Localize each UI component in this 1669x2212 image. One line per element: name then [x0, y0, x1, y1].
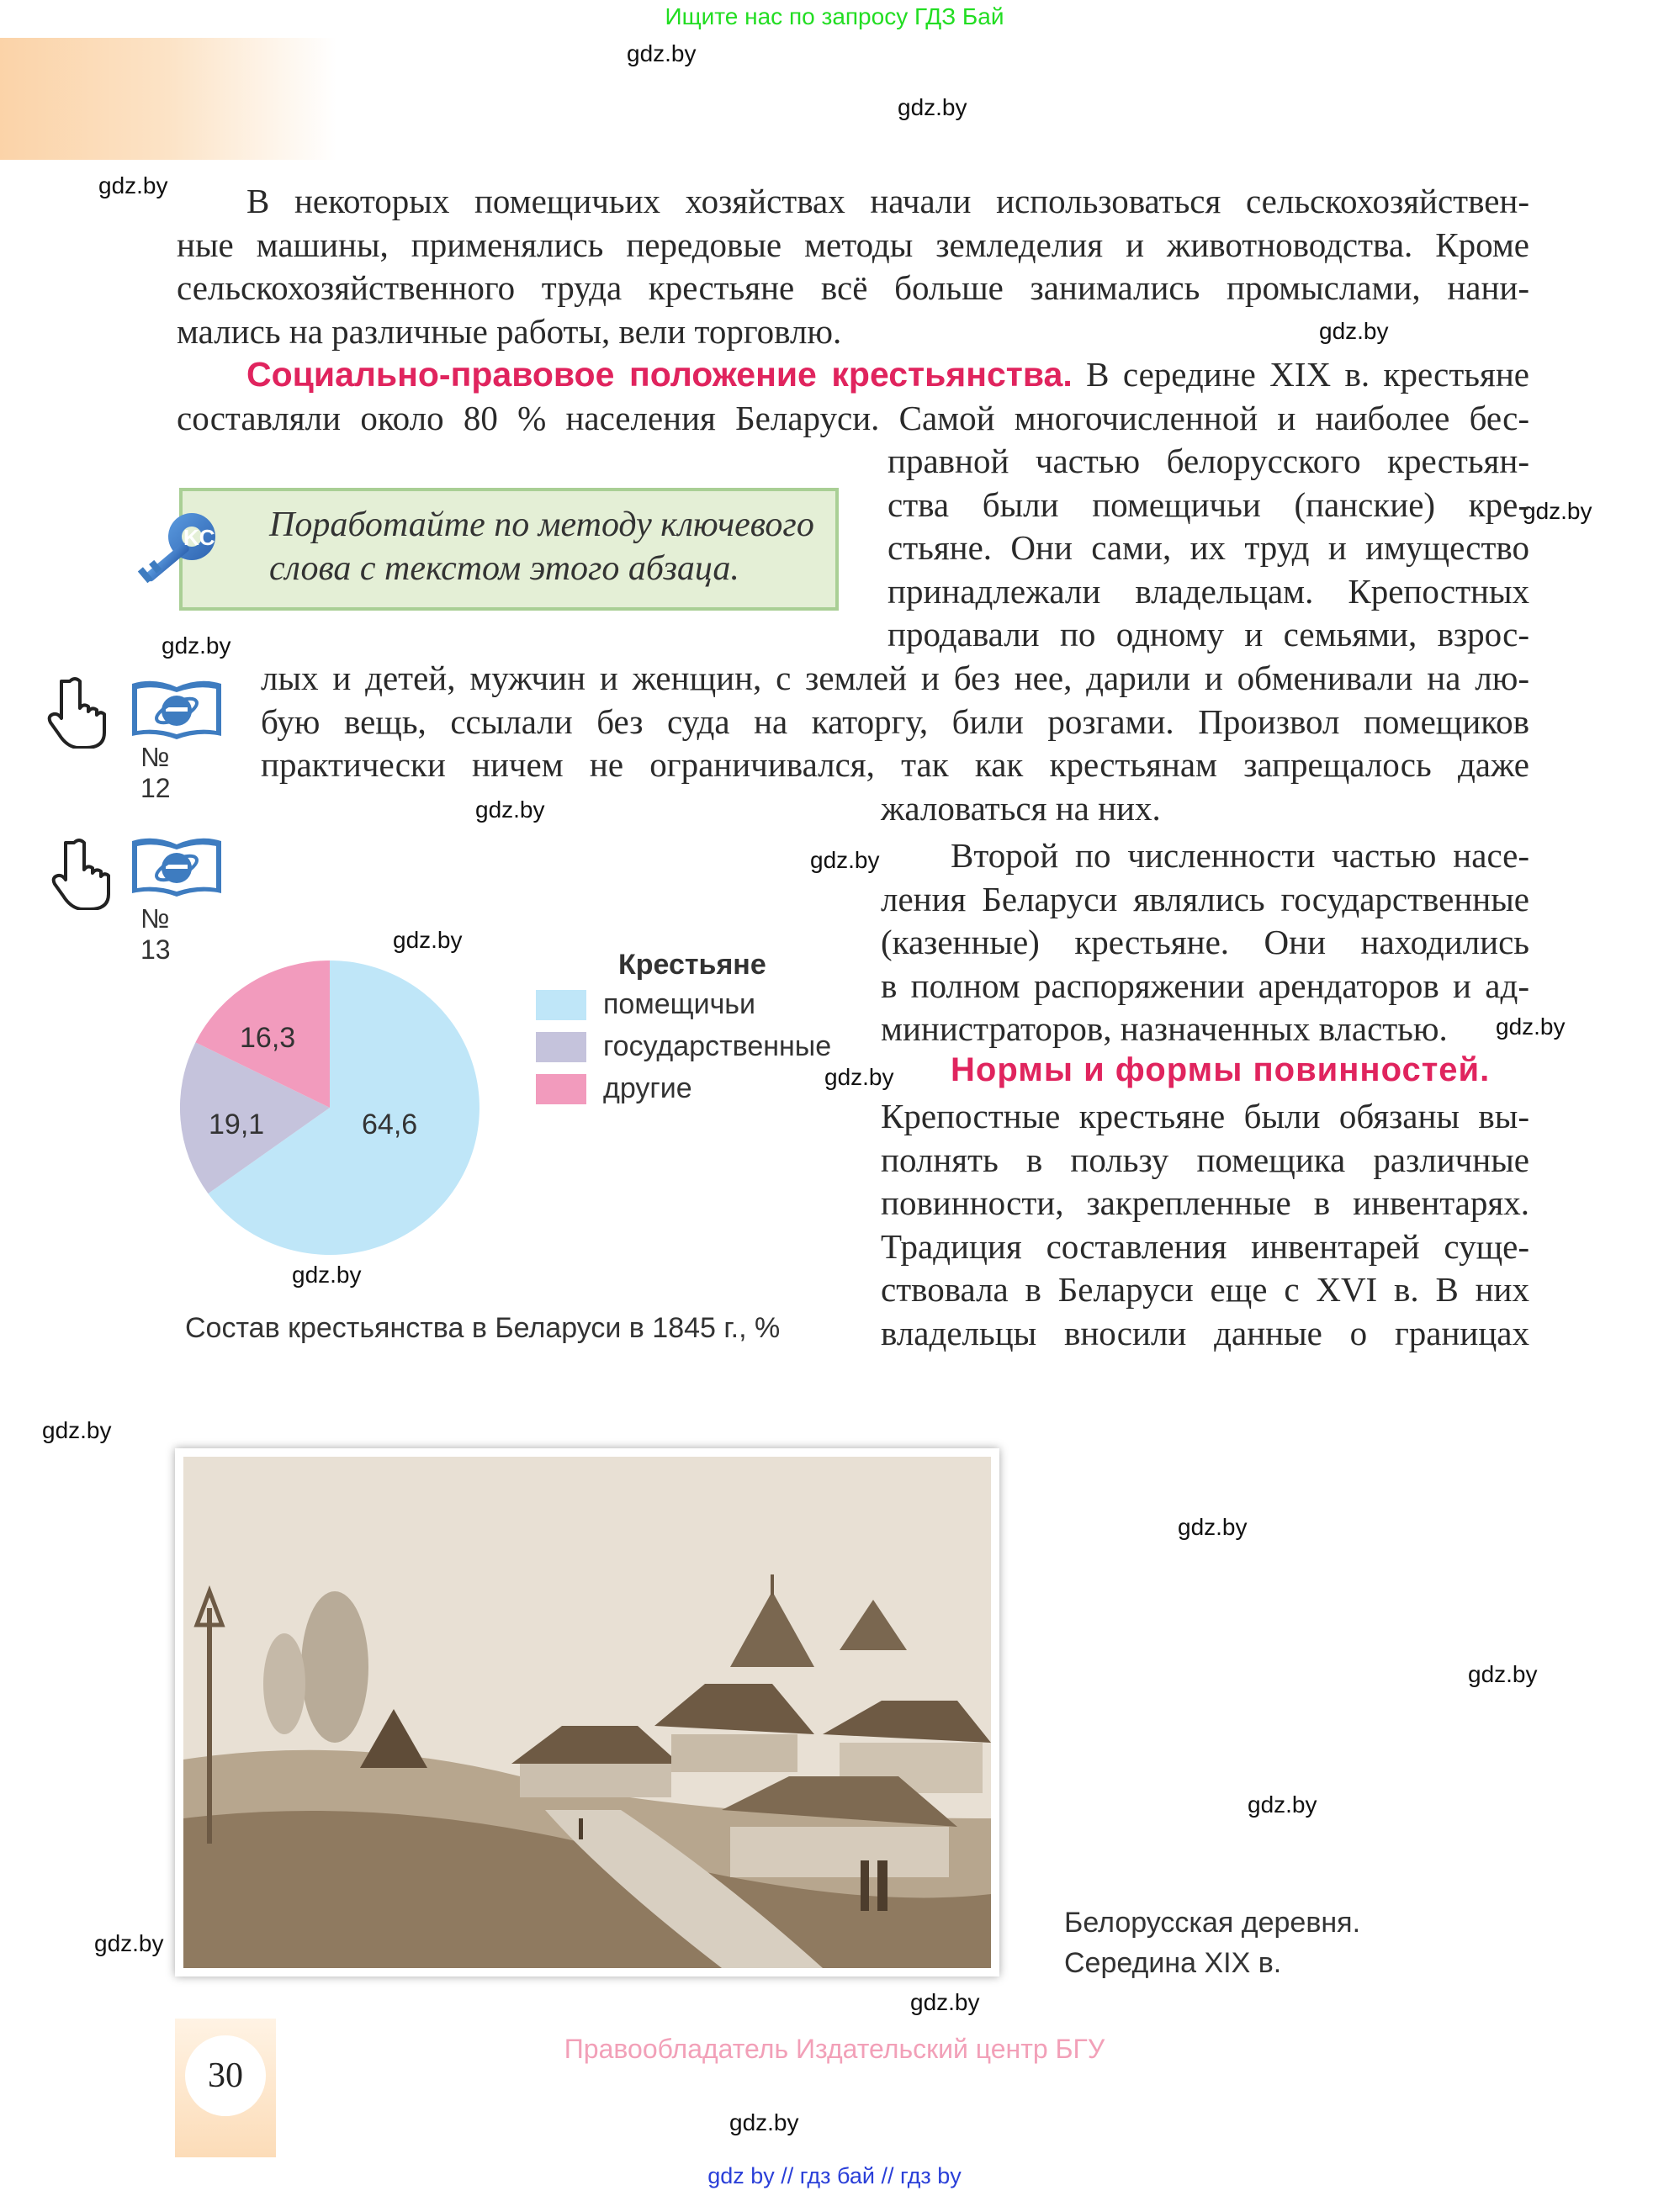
key-icon	[133, 507, 225, 600]
watermark: gdz.by	[292, 1262, 362, 1288]
legend-swatch	[536, 1074, 586, 1104]
watermark: gdz.by	[98, 172, 168, 198]
section-heading-duties: Нормы и формы повинностей.	[951, 1051, 1491, 1088]
text-line: ствовала в Беларуси еще с XVI в. В них	[881, 1270, 1529, 1309]
text-line: Второй по численности частью насе-	[951, 836, 1529, 875]
legend-swatch	[536, 990, 586, 1020]
section-state-peasants	[881, 834, 1529, 1051]
text-line: владельцы вносили данные о границах	[881, 1313, 1529, 1352]
section-social-legal	[177, 353, 1529, 440]
watermark: gdz.by	[1523, 498, 1592, 524]
legend-item-state: государственные	[536, 1030, 831, 1063]
text-line: сельскохозяйственного труда крестьяне всё больше занимались промыслами, нани-	[177, 268, 1529, 307]
text-line: полнять в пользу помещика различные	[881, 1140, 1529, 1179]
text-line: в полном распоряжении арендаторов и ад-	[881, 966, 1529, 1005]
search-banner[interactable]: Ищите нас по запросу ГДЗ Бай	[665, 3, 1004, 29]
photo-caption: Белорусская деревня. Середина XIX в.	[1064, 1907, 1361, 1979]
legend-title: Крестьяне	[618, 949, 766, 981]
text-line: В некоторых помещичьих хозяйствах начали использоваться сельскохозяйствен-	[246, 182, 1529, 220]
text-line: (казенные) крестьяне. Они находились	[881, 923, 1529, 961]
hand-pointer-icon	[46, 673, 114, 749]
text-line: ления Беларуси являлись государственные	[881, 879, 1529, 918]
hand-pointer-icon	[50, 834, 118, 910]
intro-paragraph	[177, 180, 1529, 353]
text-line: составляли около 80 % населения Беларуси. Самой многочисленной и наиболее бес-	[177, 398, 1529, 437]
watermark: gdz.by	[910, 1989, 980, 2015]
pie-chart	[178, 959, 481, 1257]
section-wide-lines	[261, 657, 1529, 787]
watermark: gdz.by	[1248, 1791, 1317, 1818]
section-last-line	[881, 787, 1523, 831]
watermark: gdz.by	[729, 2109, 799, 2135]
copyright-notice: Правообладатель Издательский центр БГУ	[564, 2034, 1105, 2064]
watermark: gdz.by	[94, 1930, 164, 1956]
watermark: gdz.by	[810, 847, 880, 873]
text-line: повинности, закрепленные в инвентарях.	[881, 1183, 1529, 1222]
resource-number: № 12	[140, 742, 171, 803]
text-line: лых и детей, мужчин и женщин, с землей и без нее, дарили и обменивали на лю-	[261, 659, 1529, 697]
pie-value-state: 19,1	[209, 1109, 265, 1140]
e-book-icon	[130, 834, 223, 902]
watermark: gdz.by	[1496, 1013, 1566, 1040]
watermark: gdz.by	[1319, 318, 1389, 344]
section-heading: Социально-правовое положение крестьянства.	[246, 355, 1073, 394]
resource-number: № 13	[140, 903, 171, 965]
legend-item-other: другие	[536, 1072, 692, 1105]
text-line: мались на различные работы, вели торговлю.	[177, 311, 842, 351]
text-line: Крепостные крестьяне были обязаны вы-	[881, 1097, 1529, 1135]
text-line: принадлежали владельцам. Крепостных	[887, 571, 1529, 611]
section-right-column	[887, 440, 1529, 657]
page-corner-decoration	[0, 38, 336, 160]
legend-swatch	[536, 1032, 586, 1062]
task-text: Поработайте по методу ключевого слова с текстом этого абзаца.	[269, 505, 814, 588]
section-duties	[881, 1095, 1529, 1355]
watermark: gdz.by	[42, 1417, 112, 1443]
village-illustration	[175, 1448, 999, 1977]
pie-value-landlord: 64,6	[362, 1109, 418, 1140]
text-line: практически ничем не ограничивался, так как крестьянам запрещалось даже	[261, 745, 1529, 784]
watermark: gdz.by	[1178, 1514, 1248, 1540]
watermark: gdz.by	[393, 927, 463, 953]
text-line: бую вещь, ссылали без суда на каторгу, били розгами. Произвол помещиков	[261, 701, 1529, 741]
legend-item-landlord: помещичьи	[536, 988, 755, 1021]
svg-text:KC: KC	[183, 525, 215, 550]
text-line: жаловаться на них.	[881, 789, 1161, 828]
task-box	[179, 488, 839, 611]
chart-caption: Состав крестьянства в Беларуси в 1845 г., %	[185, 1312, 781, 1344]
pie-value-other: 16,3	[240, 1022, 296, 1054]
watermark: gdz.by	[627, 40, 697, 66]
footer-links[interactable]: gdz by // гдз бай // гдз by	[707, 2163, 962, 2188]
text-line: стьяне. Они сами, их труд и имущество	[887, 528, 1529, 567]
village-sketch	[183, 1457, 991, 1968]
illustration-image	[183, 1457, 991, 1968]
text-line: продавали по одному и семьями, взрос-	[887, 615, 1529, 654]
watermark: gdz.by	[898, 94, 967, 120]
watermark: gdz.by	[824, 1064, 894, 1090]
text-line: правной частью белорусского крестьян-	[887, 442, 1529, 480]
text-line: ства были помещичьи (панские) кре-	[887, 484, 1529, 524]
text-line: министраторов, назначенных властью.	[881, 1009, 1448, 1048]
watermark: gdz.by	[162, 632, 231, 659]
e-book-icon	[130, 677, 223, 744]
text-line: ные машины, применялись передовые методы земледелия и животноводства. Кроме	[177, 225, 1529, 264]
watermark: gdz.by	[1468, 1661, 1538, 1687]
page-number: 30	[185, 2035, 266, 2116]
heading-line: Социально-правовое положение крестьянства. В середине XIX в. крестьяне	[246, 355, 1529, 394]
text-line: Традиция составления инвентарей суще-	[881, 1226, 1529, 1266]
watermark: gdz.by	[475, 796, 545, 823]
